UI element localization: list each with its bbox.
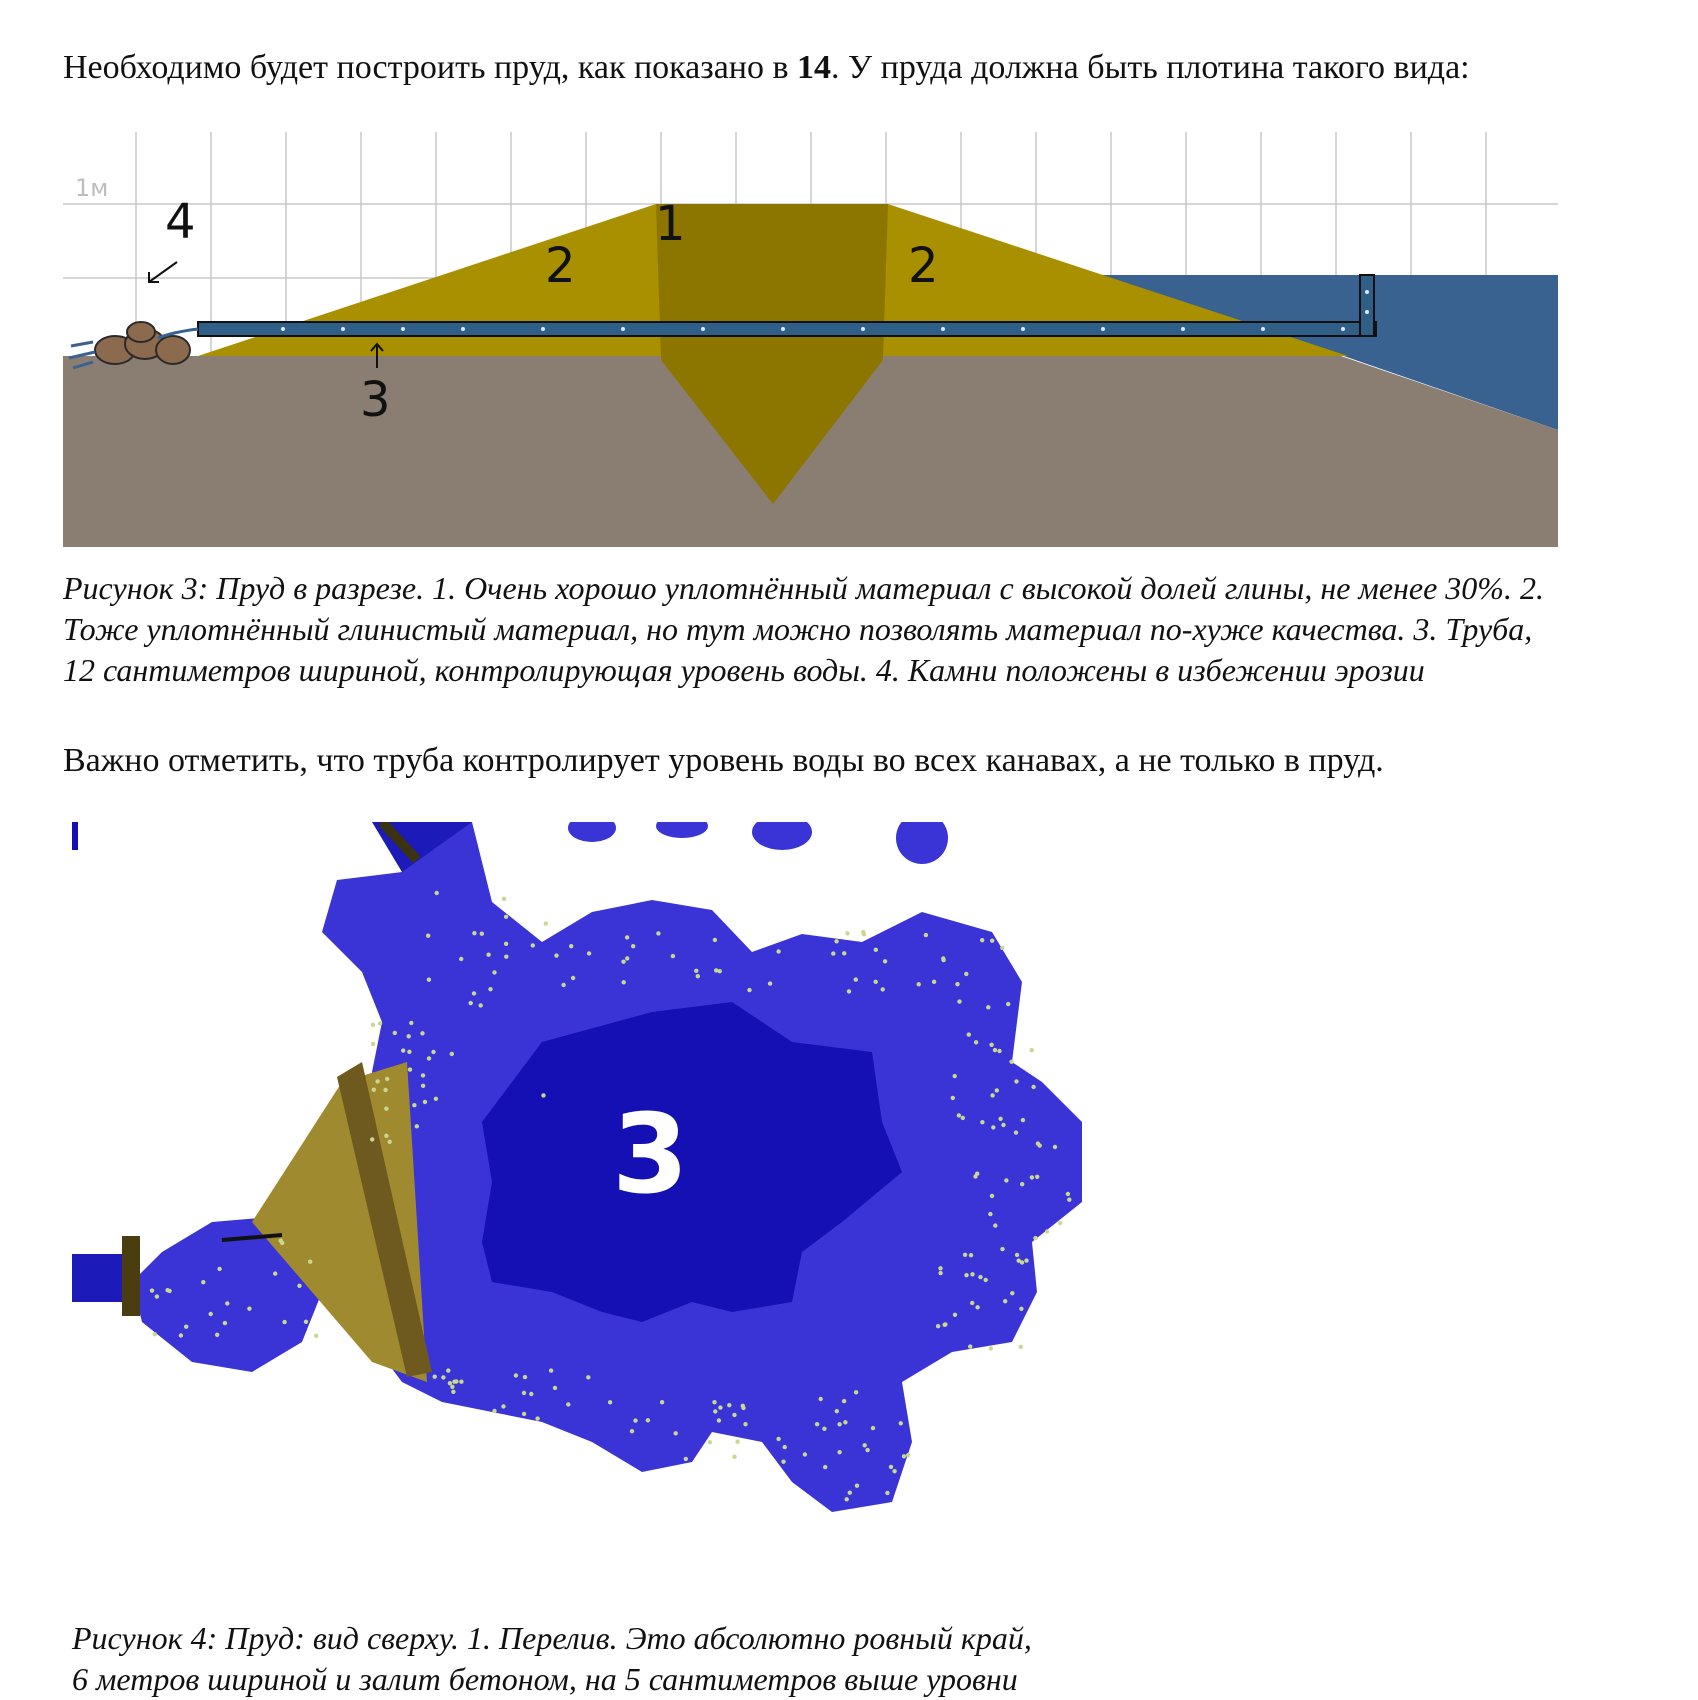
reed-dot bbox=[401, 1048, 405, 1052]
reed-dot bbox=[712, 1400, 716, 1404]
reed-dot bbox=[408, 1067, 412, 1071]
reed-dot bbox=[783, 1445, 787, 1449]
reed-dot bbox=[889, 1465, 893, 1469]
reed-dot bbox=[407, 1034, 411, 1038]
reed-dot bbox=[835, 1409, 839, 1413]
reed-dot bbox=[970, 1301, 974, 1305]
reed-dot bbox=[150, 1288, 154, 1292]
reed-dot bbox=[674, 1431, 678, 1435]
reed-dot bbox=[492, 1409, 496, 1413]
reed-dot bbox=[184, 1325, 188, 1329]
reed-dot bbox=[1014, 1130, 1018, 1134]
reed-dot bbox=[713, 938, 717, 942]
reed-dot bbox=[523, 1375, 527, 1379]
reed-dot bbox=[865, 1448, 869, 1452]
reed-dot bbox=[1020, 1260, 1024, 1264]
reed-dot bbox=[630, 1429, 634, 1433]
outlet-gate bbox=[122, 1236, 140, 1316]
reed-dot bbox=[201, 1280, 205, 1284]
figure-4-caption-line-2: 6 метров шириной и залит бетоном, на 5 сантиметров выше уровни bbox=[72, 1661, 1018, 1697]
pipe-riser bbox=[1360, 275, 1374, 336]
reed-dot bbox=[384, 1134, 388, 1138]
label-1: 1 bbox=[655, 196, 686, 252]
reed-dot bbox=[504, 955, 508, 959]
reed-dot bbox=[854, 977, 858, 981]
reed-dot bbox=[155, 1294, 159, 1298]
reed-dot bbox=[407, 1050, 411, 1054]
reed-dot bbox=[1006, 1002, 1010, 1006]
reed-dot bbox=[608, 1400, 612, 1404]
reed-dot bbox=[831, 951, 835, 955]
reed-dot bbox=[980, 1120, 984, 1124]
reed-dot bbox=[656, 931, 660, 935]
reed-dot bbox=[522, 1391, 526, 1395]
reed-dot bbox=[708, 1440, 712, 1444]
reed-dot bbox=[1035, 1175, 1039, 1179]
deep-zone-label: 3 bbox=[612, 1090, 689, 1218]
reed-dot bbox=[297, 1284, 301, 1288]
reed-dot bbox=[938, 1271, 942, 1275]
reed-dot bbox=[955, 982, 959, 986]
reed-dot bbox=[622, 980, 626, 984]
reed-dot bbox=[571, 976, 575, 980]
reed-dot bbox=[459, 957, 463, 961]
reed-dot bbox=[393, 1031, 397, 1035]
reed-dot bbox=[469, 1001, 473, 1005]
reed-dot bbox=[371, 1042, 375, 1046]
reed-dot bbox=[989, 1346, 993, 1350]
reed-dot bbox=[1067, 1198, 1071, 1202]
reed-dot bbox=[902, 1454, 906, 1458]
reed-dot bbox=[855, 1484, 859, 1488]
reed-dot bbox=[280, 1241, 284, 1245]
reed-dot bbox=[714, 968, 718, 972]
reed-dot bbox=[448, 1381, 452, 1385]
reed-dot bbox=[986, 1005, 990, 1009]
reed-dot bbox=[932, 980, 936, 984]
reed-dot bbox=[837, 1450, 841, 1454]
reed-dot bbox=[1009, 1060, 1013, 1064]
reed-dot bbox=[776, 1437, 780, 1441]
reed-dot bbox=[696, 974, 700, 978]
reed-dot bbox=[633, 1418, 637, 1422]
reed-dot bbox=[420, 1031, 424, 1035]
reed-dot bbox=[1021, 1118, 1025, 1122]
reed-dot bbox=[179, 1333, 183, 1337]
reed-dot bbox=[1066, 1192, 1070, 1196]
figure-4-top-view bbox=[72, 822, 1132, 1522]
reed-dot bbox=[951, 1096, 955, 1100]
reed-dot bbox=[479, 1003, 483, 1007]
reed-dot bbox=[1001, 1123, 1005, 1127]
reed-dot bbox=[990, 939, 994, 943]
reed-dot bbox=[938, 1266, 942, 1270]
reed-dot bbox=[431, 1050, 435, 1054]
reed-dot bbox=[561, 983, 565, 987]
reed-dot bbox=[684, 1457, 688, 1461]
reed-dot bbox=[423, 1100, 427, 1104]
reed-dot bbox=[924, 933, 928, 937]
figure-3-caption: Рисунок 3: Пруд в разрезе. 1. Очень хорошо уплотнённый материал с высокой долей глины, не менее 30%. 2. Тоже уплотнённый глинистый материал, но тут можно позволять материал по-хуже качества. 3. Труба, 12 сантиметров шириной, контролирующая уровень воды. 4. Камни положены в избежении эрозии bbox=[63, 570, 1544, 688]
reed-dot bbox=[842, 951, 846, 955]
reed-dot bbox=[586, 1375, 590, 1379]
reed-dot bbox=[384, 1107, 388, 1111]
pipe bbox=[198, 322, 1376, 336]
reed-dot bbox=[421, 1084, 425, 1088]
reed-dot bbox=[863, 1443, 867, 1447]
reed-dot bbox=[535, 1416, 539, 1420]
reed-dot bbox=[541, 1093, 545, 1097]
reed-dot bbox=[1045, 1229, 1049, 1233]
reed-dot bbox=[504, 942, 508, 946]
reed-dot bbox=[480, 932, 484, 936]
reed-dot bbox=[883, 959, 887, 963]
reed-dot bbox=[747, 988, 751, 992]
reed-dot bbox=[743, 1422, 747, 1426]
reed-dot bbox=[441, 1375, 445, 1379]
reed-dot bbox=[553, 1386, 557, 1390]
reed-dot bbox=[837, 1422, 841, 1426]
reed-dot bbox=[953, 1074, 957, 1078]
reed-dot bbox=[1031, 1085, 1035, 1089]
reed-dot bbox=[314, 1334, 318, 1338]
reed-dot bbox=[741, 1404, 745, 1408]
reed-dot bbox=[963, 1253, 967, 1257]
reed-dot bbox=[847, 989, 851, 993]
reed-dot bbox=[997, 1049, 1001, 1053]
reed-dot bbox=[385, 1077, 389, 1081]
reed-dot bbox=[995, 1088, 999, 1092]
reed-dot bbox=[671, 954, 675, 958]
reed-dot bbox=[502, 897, 506, 901]
reed-dot bbox=[978, 1275, 982, 1279]
reed-dot bbox=[732, 1455, 736, 1459]
label-4: 4 bbox=[165, 194, 196, 250]
reed-dot bbox=[964, 972, 968, 976]
reed-dot bbox=[967, 1032, 971, 1036]
reed-dot bbox=[842, 1399, 846, 1403]
reed-dot bbox=[881, 987, 885, 991]
reed-dot bbox=[980, 938, 984, 942]
reed-dot bbox=[998, 1117, 1002, 1121]
reed-dot bbox=[735, 1440, 739, 1444]
reed-dot bbox=[843, 1420, 847, 1424]
reed-dot bbox=[209, 1312, 213, 1316]
reed-dot bbox=[874, 980, 878, 984]
reed-dot bbox=[378, 1021, 382, 1025]
reed-dot bbox=[776, 949, 780, 953]
reed-dot bbox=[165, 1288, 169, 1292]
reed-dot bbox=[854, 1390, 858, 1394]
reed-dot bbox=[718, 1405, 722, 1409]
reed-dot bbox=[970, 1272, 974, 1276]
reed-dot bbox=[544, 921, 548, 925]
reed-dot bbox=[1053, 1145, 1057, 1149]
reed-dot bbox=[549, 1368, 553, 1372]
reed-dot bbox=[409, 1021, 413, 1025]
reed-dot bbox=[803, 1452, 807, 1456]
reed-dot bbox=[768, 981, 772, 985]
reed-dot bbox=[501, 1404, 505, 1408]
reed-dot bbox=[1004, 1178, 1008, 1182]
reed-dot bbox=[1000, 1247, 1004, 1251]
reed-dot bbox=[450, 1385, 454, 1389]
reed-dot bbox=[713, 1409, 717, 1413]
scale-label: 1м bbox=[75, 174, 109, 202]
reed-dot bbox=[834, 939, 838, 943]
reed-dot bbox=[452, 1380, 456, 1384]
reed-dot bbox=[1010, 1291, 1014, 1295]
reed-dot bbox=[917, 982, 921, 986]
figure-4-caption-line-1: Рисунок 4: Пруд: вид сверху. 1. Перелив. Это абсолютно ровный край, bbox=[72, 1620, 1032, 1656]
reed-dot bbox=[569, 944, 573, 948]
intro-text-before: Необходимо будет построить пруд, как показано в bbox=[63, 49, 798, 86]
reed-dot bbox=[899, 1421, 903, 1425]
reed-dot bbox=[488, 987, 492, 991]
reed-dot bbox=[472, 931, 476, 935]
reed-dot bbox=[421, 1073, 425, 1077]
reed-dot bbox=[990, 1093, 994, 1097]
intro-text-after: . У пруда должна быть плотина такого вида: bbox=[831, 49, 1470, 86]
reed-dot bbox=[968, 1344, 972, 1348]
reed-dot bbox=[961, 1116, 965, 1120]
reed-dot bbox=[1019, 1307, 1023, 1311]
reed-dot bbox=[988, 1212, 992, 1216]
reed-dot bbox=[964, 1273, 968, 1277]
reed-dot bbox=[717, 1418, 721, 1422]
reed-dot bbox=[943, 1322, 947, 1326]
reed-dot bbox=[732, 1413, 736, 1417]
reed-dot bbox=[953, 1313, 957, 1317]
reed-dot bbox=[472, 991, 476, 995]
reed-dot bbox=[694, 969, 698, 973]
reed-dot bbox=[522, 1412, 526, 1416]
reed-dot bbox=[625, 935, 629, 939]
reed-dot bbox=[459, 1380, 463, 1384]
note-paragraph: Важно отметить, что труба контролирует уровень воды во всех канавах, а не только в пруд. bbox=[63, 742, 1384, 779]
reed-dot bbox=[415, 1124, 419, 1128]
reed-dot bbox=[822, 1427, 826, 1431]
reed-dot bbox=[957, 1113, 961, 1117]
reed-dot bbox=[435, 891, 439, 895]
reed-dot bbox=[625, 956, 629, 960]
reed-dot bbox=[993, 1048, 997, 1052]
reed-dot bbox=[1033, 1236, 1037, 1240]
reed-dot bbox=[304, 1320, 308, 1324]
reed-dot bbox=[1020, 1182, 1024, 1186]
reed-dot bbox=[974, 1040, 978, 1044]
reed-dot bbox=[153, 1332, 157, 1336]
reed-dot bbox=[504, 915, 508, 919]
reed-dot bbox=[529, 1392, 533, 1396]
reed-dot bbox=[514, 1373, 518, 1377]
reed-dot bbox=[621, 960, 625, 964]
reed-dot bbox=[991, 1125, 995, 1129]
figure-3-cross-section bbox=[63, 132, 1558, 547]
reed-dot bbox=[215, 1333, 219, 1337]
reed-dot bbox=[273, 1271, 277, 1275]
reed-dot bbox=[247, 1307, 251, 1311]
reed-dot bbox=[823, 1465, 827, 1469]
reed-dot bbox=[936, 1324, 940, 1328]
reed-dot bbox=[660, 1400, 664, 1404]
label-3: 3 bbox=[360, 372, 391, 428]
reed-dot bbox=[427, 978, 431, 982]
reed-dot bbox=[370, 1137, 374, 1141]
reed-dot bbox=[885, 1491, 889, 1495]
reed-dot bbox=[1014, 1079, 1018, 1083]
reed-dot bbox=[815, 1422, 819, 1426]
reed-dot bbox=[492, 970, 496, 974]
label-2-right: 2 bbox=[908, 238, 939, 294]
reed-dot bbox=[371, 1023, 375, 1027]
reed-dot bbox=[727, 1403, 731, 1407]
reed-dot bbox=[845, 931, 849, 935]
reed-dot bbox=[975, 1305, 979, 1309]
reed-dot bbox=[1000, 946, 1004, 950]
reed-dot bbox=[646, 1418, 650, 1422]
reed-dot bbox=[819, 1397, 823, 1401]
reed-dot bbox=[631, 944, 635, 948]
reed-dot bbox=[486, 953, 490, 957]
reed-dot bbox=[892, 1469, 896, 1473]
reed-dot bbox=[426, 934, 430, 938]
intro-paragraph bbox=[63, 48, 1470, 88]
reed-dot bbox=[861, 930, 865, 934]
reed-dot bbox=[984, 1278, 988, 1282]
reed-dot bbox=[990, 1194, 994, 1198]
reed-dot bbox=[223, 1321, 227, 1325]
reed-dot bbox=[957, 999, 961, 1003]
reed-dot bbox=[1030, 1175, 1034, 1179]
reed-dot bbox=[781, 1460, 785, 1464]
reed-dot bbox=[217, 1267, 221, 1271]
reed-dot bbox=[871, 1426, 875, 1430]
intro-figure-ref: 14 bbox=[797, 49, 832, 86]
label-2-left: 2 bbox=[545, 238, 576, 294]
reed-dot bbox=[1058, 1221, 1062, 1225]
reed-dot bbox=[434, 1097, 438, 1101]
reed-dot bbox=[1019, 1345, 1023, 1349]
reed-dot bbox=[1003, 1299, 1007, 1303]
reed-dot bbox=[308, 1260, 312, 1264]
reed-dot bbox=[427, 1056, 431, 1060]
reed-dot bbox=[375, 1079, 379, 1083]
figure-4-caption bbox=[72, 1618, 1192, 1700]
reed-dot bbox=[969, 1253, 973, 1257]
reed-dot bbox=[566, 1402, 570, 1406]
reed-dot bbox=[372, 1088, 376, 1092]
reed-dot bbox=[1015, 1253, 1019, 1257]
reed-dot bbox=[554, 953, 558, 957]
reed-dot bbox=[383, 1088, 387, 1092]
reed-dot bbox=[906, 1453, 910, 1457]
reed-dot bbox=[973, 1174, 977, 1178]
reed-dot bbox=[450, 1052, 454, 1056]
reed-dot bbox=[1024, 1258, 1028, 1262]
reed-dot bbox=[845, 1497, 849, 1501]
reed-dot bbox=[848, 1491, 852, 1495]
reed-dot bbox=[412, 1103, 416, 1107]
reed-dot bbox=[989, 1043, 993, 1047]
reed-dot bbox=[282, 1320, 286, 1324]
reed-dot bbox=[388, 1140, 392, 1144]
reed-dot bbox=[451, 1390, 455, 1394]
reed-dot bbox=[874, 948, 878, 952]
reed-dot bbox=[1038, 1143, 1042, 1147]
reed-dot bbox=[446, 1368, 450, 1372]
reed-dot bbox=[941, 958, 945, 962]
reed-dot bbox=[225, 1301, 229, 1305]
reed-dot bbox=[993, 1223, 997, 1227]
reed-dot bbox=[433, 1375, 437, 1379]
reed-dot bbox=[1030, 1048, 1034, 1052]
reed-dot bbox=[531, 943, 535, 947]
reed-dot bbox=[587, 951, 591, 955]
